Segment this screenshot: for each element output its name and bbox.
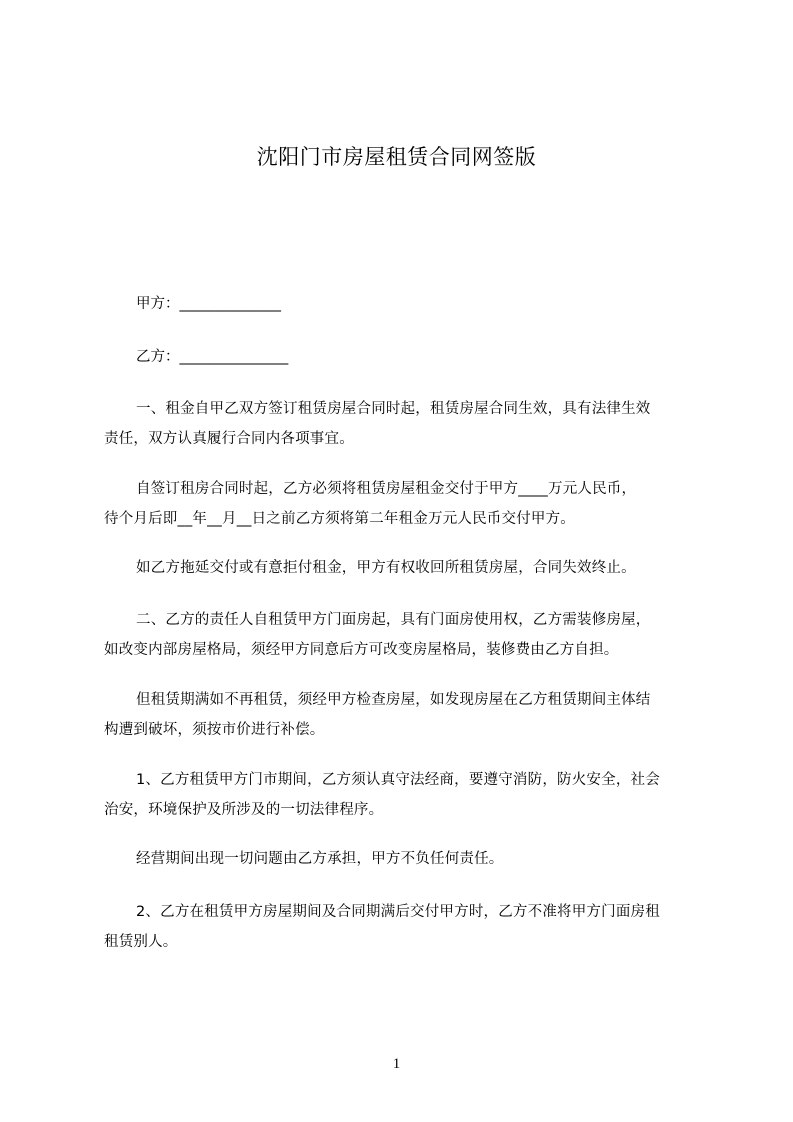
document-title: 沈阳门市房屋租赁合同网签版 xyxy=(256,145,537,169)
paragraph-liability xyxy=(104,844,714,874)
paragraph-inspection xyxy=(104,685,714,745)
paragraph-text: 1、乙方租赁甲方门市期间，乙方须认真守法经商，要遵守消防，防火安全，社会 治安，环境保护及所涉及的一切法律程序。 xyxy=(104,772,660,818)
paragraph-no-sublease xyxy=(104,897,714,957)
paragraph-text: 二、乙方的责任人自租赁甲方门面房起，具有门面房使用权，乙方需装修房屋， 如改变内部房屋格局，须经甲方同意后方可改变房屋格局，装修费由乙方自担。 xyxy=(104,612,651,658)
paragraph-text: 一、租金自甲乙双方签订租赁房屋合同时起，租赁房屋合同生效，具有法律生效 责任，双方认真履行合同内各项事宜。 xyxy=(104,401,651,447)
party-b-field: 乙方：_______________ xyxy=(136,349,289,365)
party-a-field: 甲方：______________ xyxy=(136,296,281,312)
paragraph-text: 但租赁期满如不再租赁，须经甲方检查房屋，如发现房屋在乙方租赁期间主体结 构遭到破坏，须按市价进行补偿。 xyxy=(104,692,651,738)
paragraph-tenant-responsibility xyxy=(104,605,714,665)
paragraph-text: 如乙方拖延交付或有意拒付租金，甲方有权收回所租赁房屋，合同失效终止。 xyxy=(136,560,636,576)
paragraph-lawful-operation xyxy=(104,765,714,825)
page-number: 1 xyxy=(392,1056,401,1072)
paragraph-rent-default xyxy=(104,553,714,583)
paragraph-text: 经营期间出现一切问题由乙方承担，甲方不负任何责任。 xyxy=(136,851,504,867)
paragraph-rent-effective xyxy=(104,394,714,454)
paragraph-text: 自签订租房合同时起，乙方必须将租赁房屋租金交付于甲方____万元人民币， 待个月后即__年__月__日之前乙方须将第二年租金万元人民币交付甲方。 xyxy=(104,481,637,527)
paragraph-text: 2、乙方在租赁甲方房屋期间及合同期满后交付甲方时，乙方不准将甲方门面房租 租赁别人。 xyxy=(104,904,660,950)
paragraph-rent-payment xyxy=(104,474,714,534)
